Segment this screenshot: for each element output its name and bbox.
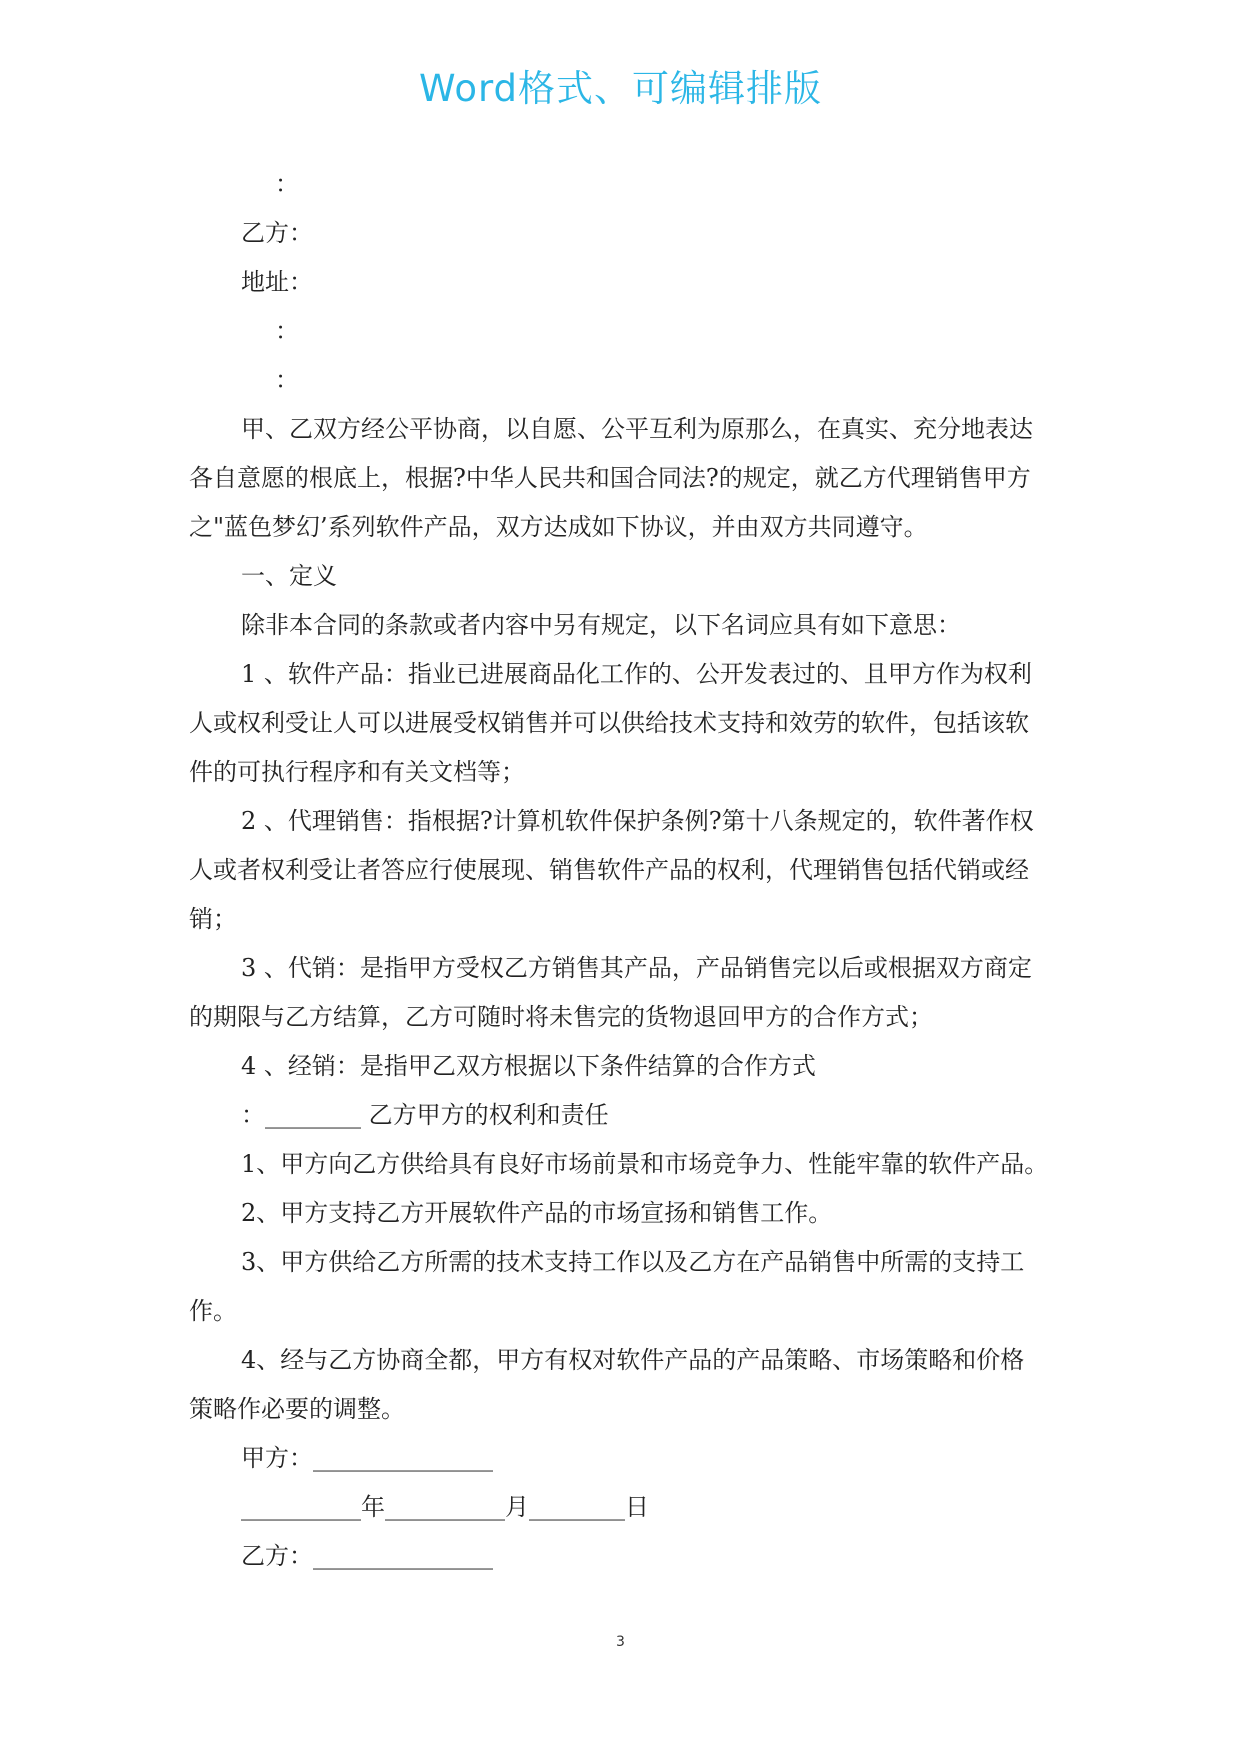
signature-line-party-a: 甲方：_______________	[241, 1444, 493, 1472]
text-line: 人或权利受让人可以进展受权销售并可以供给技术支持和效劳的软件，包括该软	[189, 709, 1029, 737]
text-line: 地址：	[241, 268, 313, 296]
text-line: 2、甲方支持乙方开展软件产品的市场宣扬和销售工作。	[241, 1199, 833, 1227]
text-line: 1 、软件产品：指业已进展商品化工作的、公开发表过的、且甲方作为权利	[241, 660, 1032, 688]
text-line: ：	[275, 366, 299, 394]
text-line: 3 、代销：是指甲方受权乙方销售其产品，产品销售完以后或根据双方商定	[241, 954, 1032, 982]
text-line: 人或者权利受让者答应行使展现、销售软件产品的权利，代理销售包括代销或经	[189, 856, 1029, 884]
text-line: 2 、代理销售：指根据?计算机软件保护条例?第十八条规定的，软件著作权	[241, 807, 1034, 835]
text-line: 销；	[189, 905, 237, 933]
document-body	[189, 160, 1065, 1581]
text-line: 之"蓝色梦幻’系列软件产品，双方达成如下协议，并由双方共同遵守。	[189, 513, 928, 541]
signature-line-party-b: 乙方：_______________	[241, 1542, 493, 1570]
text-line: 作。	[189, 1297, 237, 1325]
text-line: 的期限与乙方结算，乙方可随时将未售完的货物退回甲方的合作方式；	[189, 1003, 933, 1031]
section-heading: 一、定义	[241, 562, 337, 590]
text-line: 4 、经销：是指甲乙双方根据以下条件结算的合作方式	[241, 1052, 816, 1080]
text-line: 4、经与乙方协商全都，甲方有权对软件产品的产品策略、市场策略和价格	[241, 1346, 1025, 1374]
text-line: 3、甲方供给乙方所需的技术支持工作以及乙方在产品销售中所需的支持工	[241, 1248, 1025, 1276]
text-line: ：	[275, 170, 299, 198]
text-line: 除非本合同的条款或者内容中另有规定，以下名词应具有如下意思：	[241, 611, 961, 639]
page-number: 3	[616, 1634, 625, 1650]
date-line: __________年__________月________日	[241, 1493, 649, 1521]
text-line: ：________ 乙方甲方的权利和责任	[241, 1101, 609, 1129]
text-line: 乙方：	[241, 219, 313, 247]
text-line: 1、甲方向乙方供给具有良好市场前景和市场竞争力、性能牢靠的软件产品。	[241, 1150, 1049, 1178]
text-line: 各自意愿的根底上，根据?中华人民共和国合同法?的规定，就乙方代理销售甲方	[189, 464, 1031, 492]
page-header-title: Word格式、可编辑排版	[418, 67, 823, 110]
text-line: 甲、乙双方经公平协商，以自愿、公平互利为原那么，在真实、充分地表达	[241, 415, 1033, 443]
text-line: 件的可执行程序和有关文档等；	[189, 758, 525, 786]
text-line: ：	[275, 317, 299, 345]
text-line: 策略作必要的调整。	[189, 1395, 405, 1423]
